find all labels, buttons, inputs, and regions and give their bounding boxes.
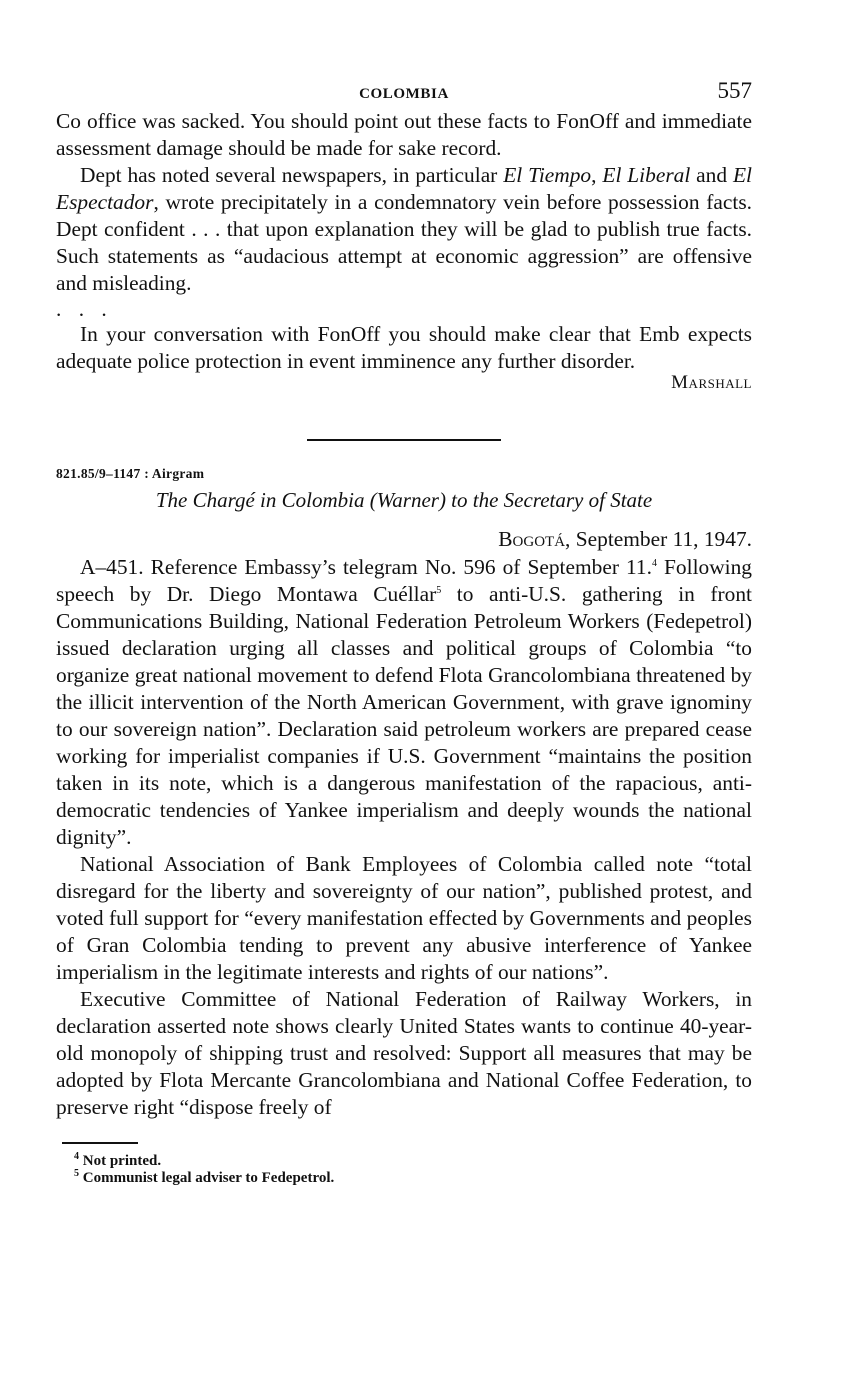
signature: Marshall [671, 372, 752, 393]
telegram-continuation [56, 108, 752, 396]
paragraph: A–451. Reference Embassy’s telegram No. 596 of September 11.$^4$ Following speech by Dr. Diego Montawa Cuéllar$^5$ to anti-U.S. gathering in front Communications Building, National Federation Petroleum Workers (Fedepetrol) issued declaration urging all classes and political groups of Colombia “to organize great national movement to defend Flota Grancolombiana threatened by the illicit intervention of the North American Government, with grave ignominy to our sovereign nation”. Declaration said petroleum workers are prepared cease working for imperialist companies if U.S. Government “maintains the position taken in its note, which is a dangerous manifestation of the rapacious, anti-democratic tendencies of Yankee imperialism and deeply wounds the national dignity”. [56, 555, 752, 849]
airgram-body [56, 554, 752, 1121]
footnote: $^4$ Not printed. [74, 1151, 162, 1169]
footnote: $^5$ Communist legal adviser to Fedepetrol. [74, 1168, 335, 1186]
place-name: Bogotá [498, 527, 566, 551]
section-divider [307, 439, 501, 441]
newspaper-title: El Espectador [56, 163, 752, 214]
document-page [56, 78, 752, 1187]
footnote-divider [62, 1142, 138, 1144]
paragraph: In your conversation with FonOff you should make clear that Emb expects adequate police protection in event imminence any further disorder. [56, 322, 752, 373]
page-number: 557 [717, 78, 752, 103]
newspaper-title: El Tiempo [503, 163, 592, 187]
paragraph: Dept has noted several newspapers, in particular El Tiempo, El Liberal and El Espectador, wrote precipitately in a condemnatory vein before possession facts. Dept confident . . . that upon explanation they will be glad to publish true facts. Such statements as “audacious attempt at economic aggression” are offensive and misleading. [56, 163, 752, 295]
paragraph: Executive Committee of National Federation of Railway Workers, in declaration asserted note shows clearly United States wants to continue 40-year-old monopoly of shipping trust and resolved: Support all measures that may be adopted by Flota Mercante Grancolombiana and National Coffee Federation, to preserve right “dispose freely of [56, 987, 752, 1119]
paragraph: National Association of Bank Employees of Colombia called note “total disregard for the liberty and sovereignty of our nation”, published protest, and voted full support for “every manifestation effected by Governments and peoples of Gran Colombia tending to prevent any abusive interference of Yankee imperialism in the legitimate interests and rights of our nations”. [56, 852, 752, 984]
sender-name: Warner [376, 488, 439, 512]
running-title: COLOMBIA [359, 86, 449, 102]
file-number: 821.85/9–1147 : Airgram [56, 466, 205, 481]
dateline: Bogotá, September 11, 1947. [498, 527, 752, 551]
ellipsis: . . . [56, 297, 113, 321]
document-heading: The Chargé in Colombia (Warner) to the Secretary of State [155, 488, 653, 512]
running-head [56, 78, 752, 108]
newspaper-title: El Liberal [602, 163, 691, 187]
footnotes [56, 1153, 752, 1187]
footnote-ref: 4 [651, 557, 657, 569]
paragraph: Co office was sacked. You should point out these facts to FonOff and immediate assessment damage should be made for sake record. [56, 109, 752, 160]
footnote-ref: 5 [436, 584, 442, 596]
